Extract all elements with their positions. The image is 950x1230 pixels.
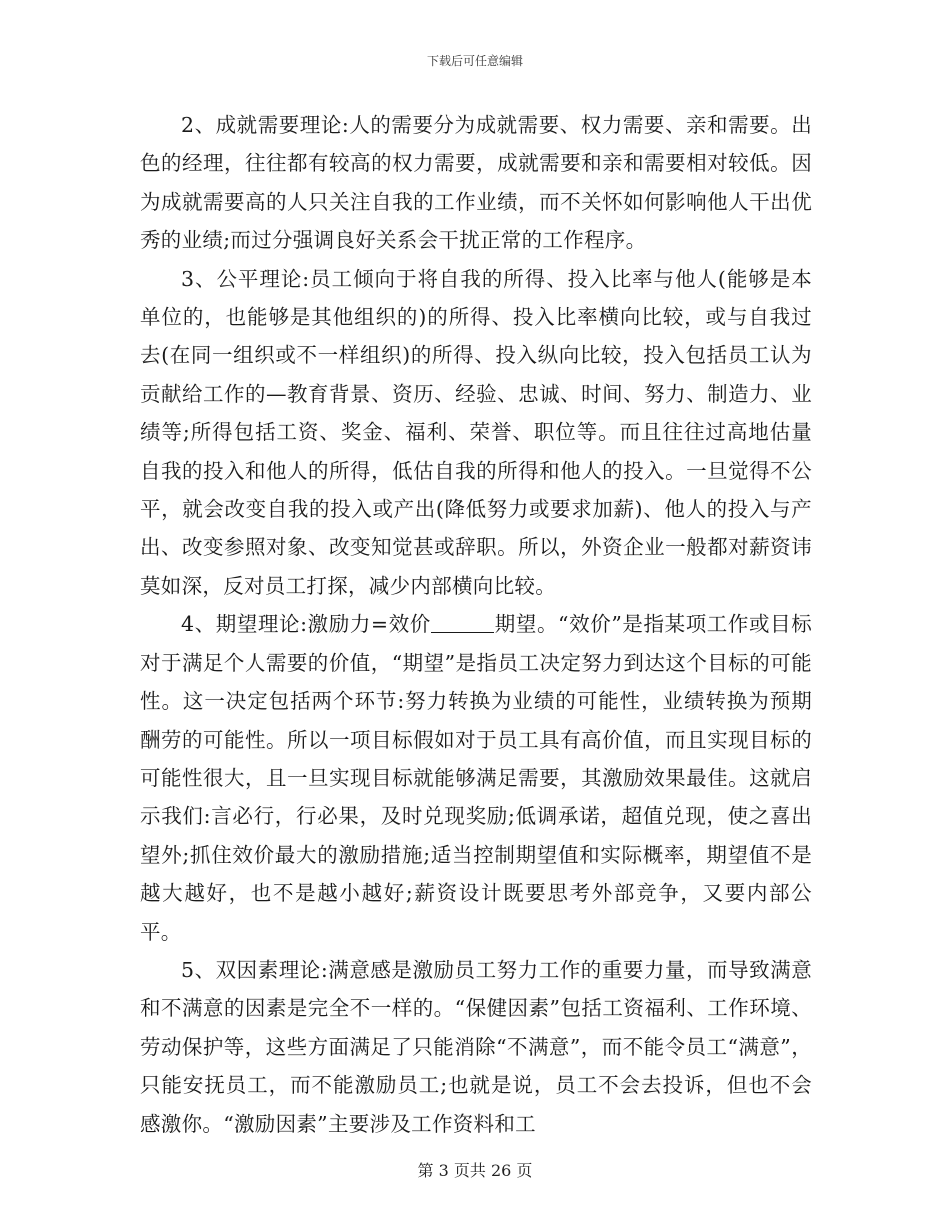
paragraph-two-factor-theory: 5、双因素理论:满意感是激励员工努力工作的重要力量，而导致满意和不满意的因素是完全不一样的。“保健因素”包括工资福利、工作环境、劳动保护等，这些方面满足了只能消除“不满意”，而不能令员工“满意”，只能安抚员工，而不能激励员工;也就是说，员工不会去投诉，但也不会感激你。“激励因素”主要涉及工作资料和工 — [140, 957, 812, 1136]
document-body — [140, 106, 812, 1143]
expectancy-text: 期望。“效价”是指某项工作或目标对于满足个人需要的价值，“期望”是指员工决定努力到达这个目标的可能性。这一决定包括两个环节:努力转换为业绩的可能性，业绩转换为预期酬劳的可能性。所以一项目标假如对于员工具有高价值，而且实现目标的可能性很大，且一旦实现目标就能够满足需要，其激励效果最佳。这就启示我们:言必行，行必果，及时兑现奖励;低调承诺，超值兑现，使之喜出望外;抓住效价最大的激励措施;适当控制期望值和实际概率，期望值不是越大越好，也不是越小越好;薪资设计既要思考外部竞争，又要内部公平。 — [140, 612, 812, 944]
expectancy-formula: 4、期望理论:激励力=效价 — [181, 612, 431, 637]
page-footer: 第 3 页共 26 页 — [417, 1161, 533, 1180]
formula-blank — [431, 612, 495, 634]
paragraph-achievement-theory: 2、成就需要理论:人的需要分为成就需要、权力需要、亲和需要。出色的经理，往往都有较高的权力需要，成就需要和亲和需要相对较低。因为成就需要高的人只关注自我的工作业绩，而不关怀如何影响他人干出优秀的业绩;而过分强调良好关系会干扰正常的工作程序。 — [140, 113, 812, 253]
paragraph-expectancy-theory — [140, 605, 812, 951]
page-header: 下载后可任意编辑 — [426, 54, 523, 68]
paragraph-equity-theory: 3、公平理论:员工倾向于将自我的所得、投入比率与他人(能够是本单位的，也能够是其他组织的)的所得、投入比率横向比较，或与自我过去(在同一组织或不一样组织)的所得、投入纵向比较，投入包括员工认为贡献给工作的—教育背景、资历、经验、忠诚、时间、努力、制造力、业绩等;所得包括工资、奖金、福利、荣誉、职位等。而且往往过高地估量自我的投入和他人的所得，低估自我的所得和他人的投入。一旦觉得不公平，就会改变自我的投入或产出(降低努力或要求加薪)、他人的投入与产出、改变参照对象、改变知觉甚或辞职。所以，外资企业一般都对薪资讳莫如深，反对员工打探，减少内部横向比较。 — [140, 266, 812, 598]
